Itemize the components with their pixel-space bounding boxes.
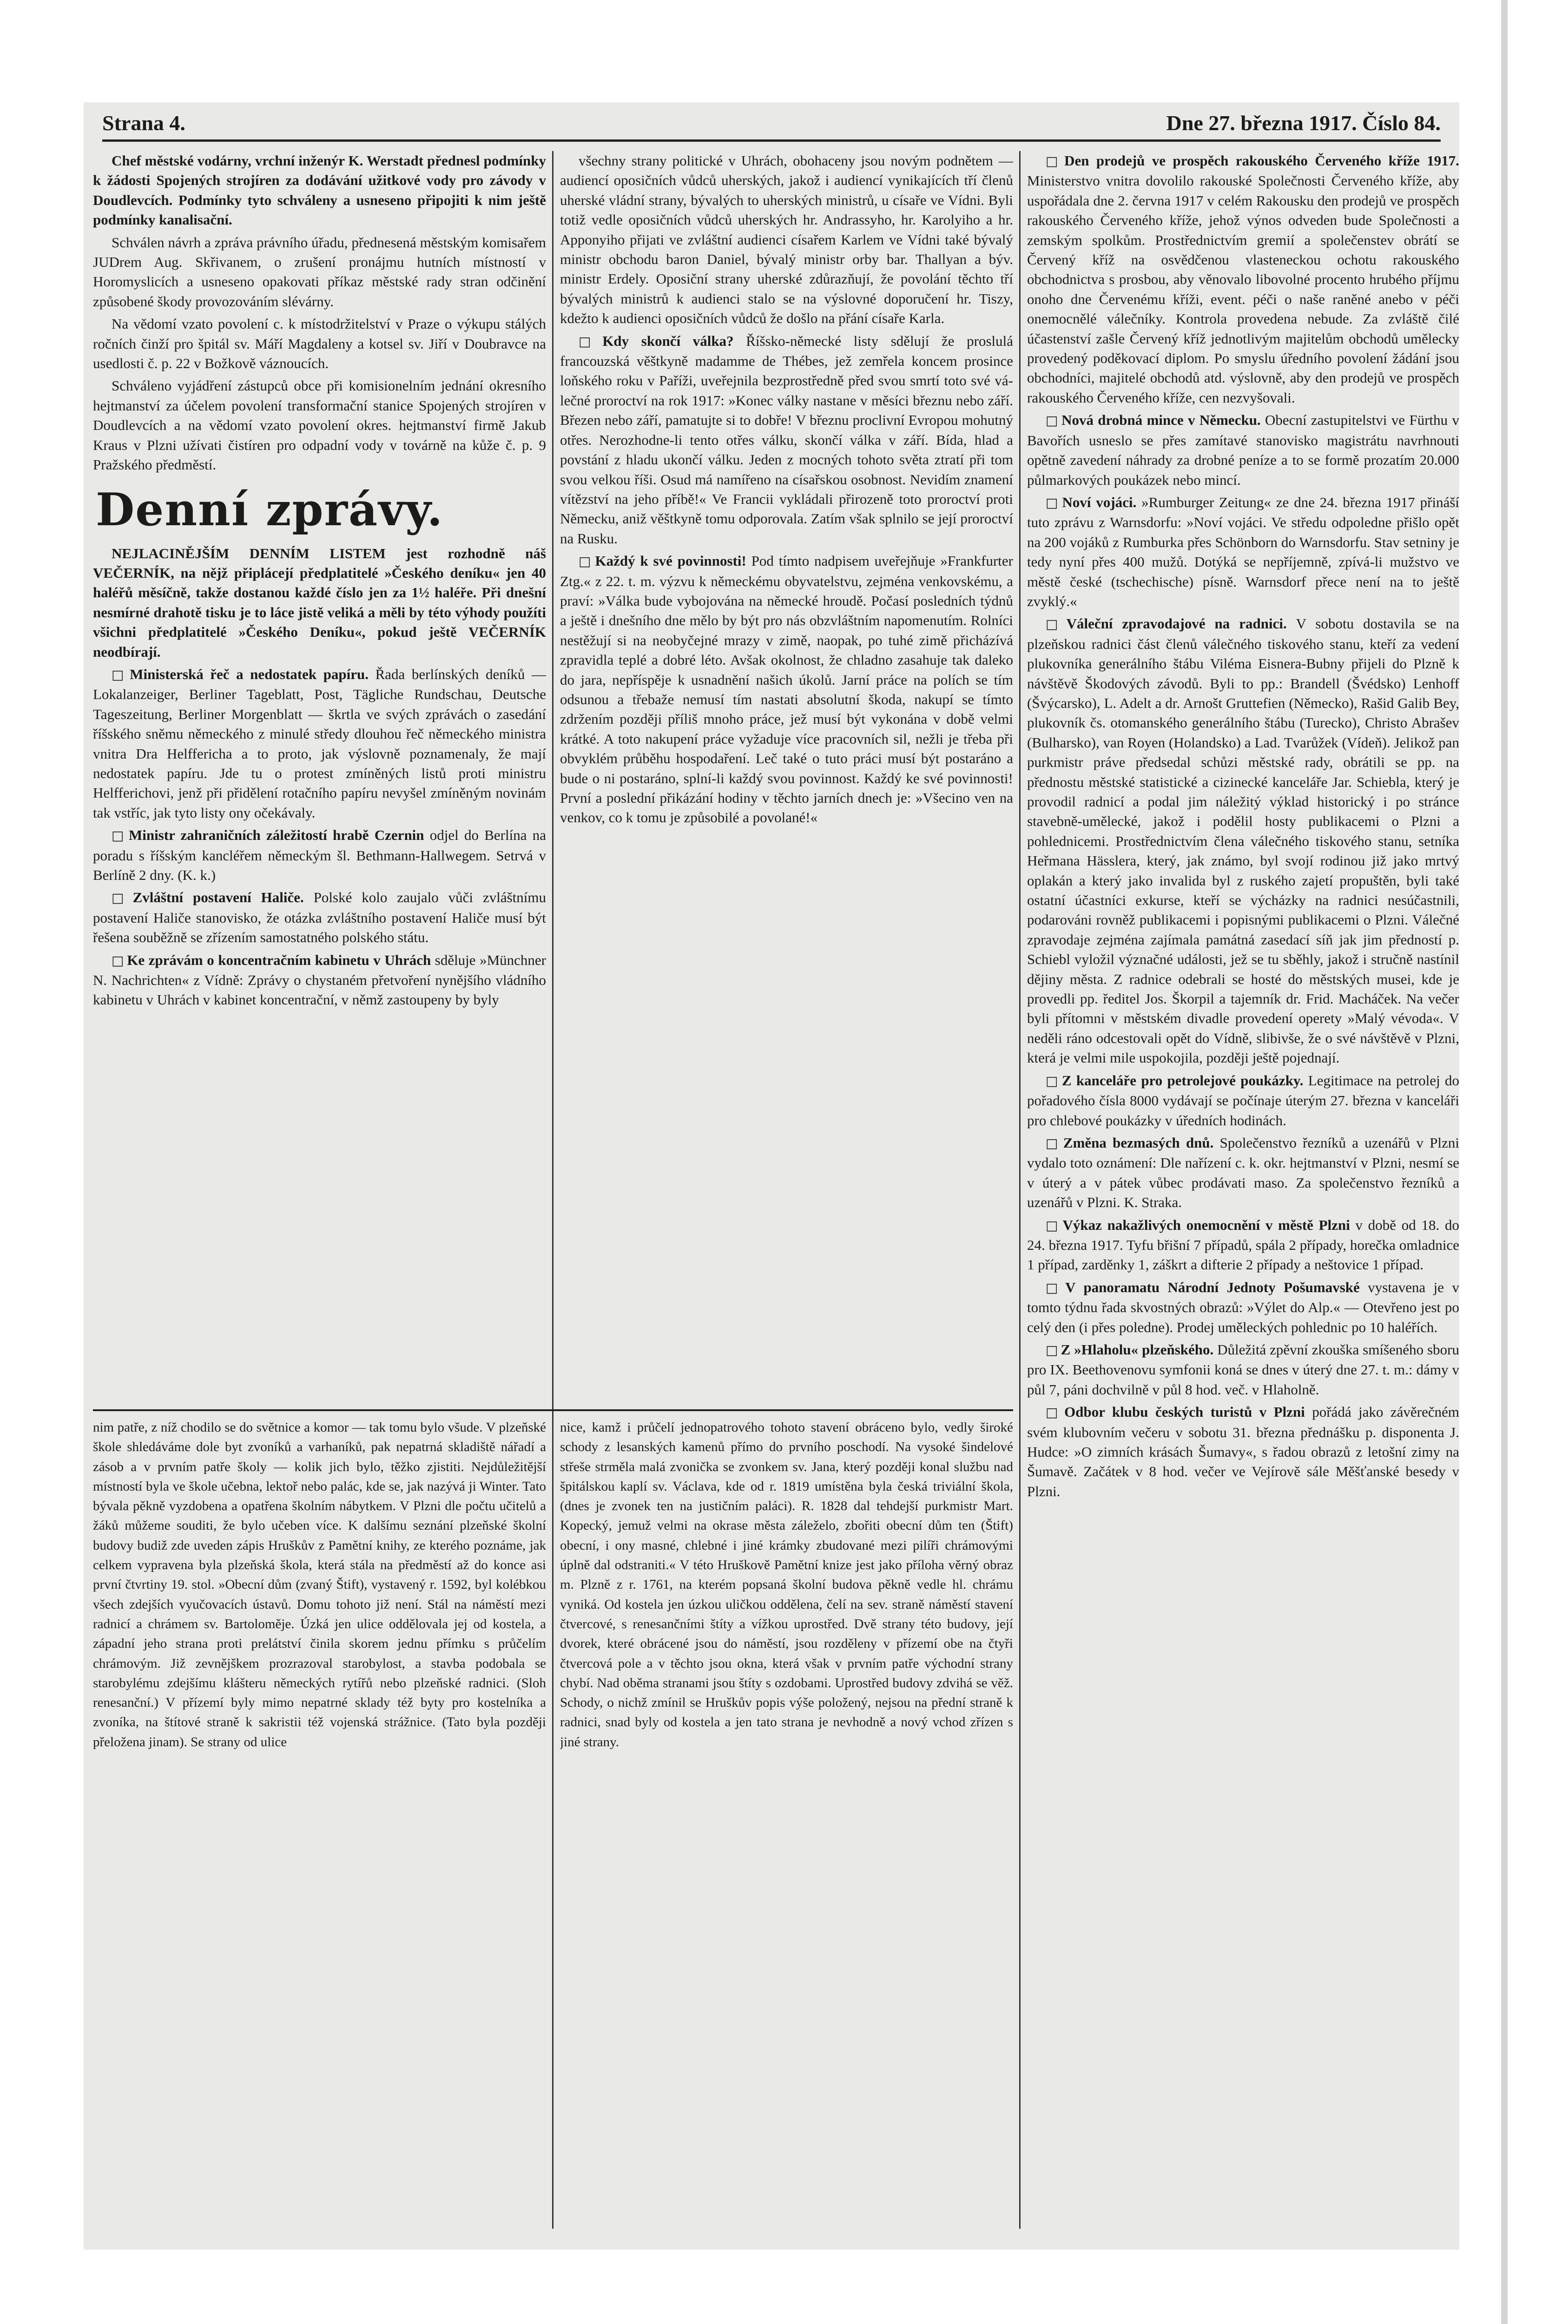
article-headline: Změna bezmasých dnů. (1063, 1134, 1220, 1151)
article-marker-icon: □ (1046, 1405, 1062, 1420)
article-headline: Den prodejů ve prospěch rakouského Červeného kříže 1917. (1064, 152, 1459, 169)
article-marker-icon: □ (1046, 1135, 1061, 1151)
article-body: Ministerstvo vnitra dovolilo rakouské Společnosti Červeného kříže, aby uspořádala dne 2. června 1917 v celém Rakousku den prodejů ve prospěch rakouského Červeného kříže, jehož výnos odveden bude Společnosti a zemským spolkům. Prostřednictvím gremií a společenstev obrátí se Červený kříž na osvědčenou vlasteneckou ochotu rakouského obchodnictva s prosbou, aby věnovalo libovolné procento hrubého příjmu onoho dne Červenému kříži, event. péči o naše raněné anebo v péči onemocnělé válečníky. Kontrola provedena nebude. Za zvláště čilé účastenství zašle Červený kříž jednotlivým majitelům obchodů umělecky provedený poděkovací diplom. Po smyslu úředního povolení žádání jsou obchodníci, majitelé obchodů atd. výslovně, aby den prodejů ve prospěch rakouského Červeného kříže, cen nezvyšovali. (1027, 172, 1459, 406)
article-headline: Odbor klubu českých turistů v Plzni (1064, 1404, 1312, 1420)
article-paragraph (93, 665, 546, 823)
article-headline: Ministerská řeč a nedostatek papíru. (130, 666, 376, 682)
article-paragraph (93, 544, 546, 662)
column-3 (1027, 151, 1459, 2233)
feuilleton-right (560, 1418, 1013, 2231)
issue-date: Dne 27. března 1917. Číslo 84. (1166, 111, 1441, 135)
page-number: Strana 4. (102, 111, 185, 135)
feuilleton-text: nice, kamž i průčelí jednopatrového tohoto stavení obráceno bylo, vedly široké schody z lesanských kamenů přímo do prvního poschodí. Na vysoké šindelové střeše strměla malá zvonička se zvonkem sv. Jana, který později konal službu nad špitálskou kaplí sv. Václava, kde od r. 1819 umístěna byla česká triviální škola, (dnes je zvonek ten na justičním paláci). R. 1828 dal tehdejší purkmistr Mart. Kopecký, jemuž velmi na okrase města záleželo, zbořiti obecní dům ten (Štift) obecní, i ony masné, chlebné i jiné krámky zbudované mezi pilíři chrámovými úplně dal odstraniti.« V této Hruškově Pamětní knize jest jako příloha věrný obraz m. Plzně z r. 1761, na kterém popsaná školní budova pěkně vedle hl. chrámu vyniká. Od kostela jen úzkou uličkou oddělena, čelí na sev. straně náměstí stavení čtvercové, s renesančními štíty a vížkou uprostřed. Dvě strany této budovy, její dvorek, které obrácené jsou do náměstí, jsou rozděleny v přízemí obe na čtyři čtvercová pole a v těchto jsou okna, která však v prvním patře východní strany chybí. Nad oběma stranami jsou štíty s ozdobami. Uprostřed budovy zdvihá se věž. Schody, o nichž zmínil se Hruškův popis výše položený, nejsou na přední straně k radnici, snad byly od kostela a jen tato strana je nevhodně a nový vchod zřízen s jiné strany. (560, 1420, 1013, 1750)
feuilleton-text: nim patře, z níž chodilo se do světnice a komor — tak tomu bylo všude. V plzeňské škole shledáváme dole byt zvoníků a varhaníků, pak nepatrná skladiště nářadí a zásob a v prvním patře školy — kolik jich bylo, těžko zjistiti. Nejdůležitější místností byla ve škole učebna, lektoř nebo palác, kde se, jak nazývá ji Winter. Tato bývala pěkně vyzdobena a opatřena školním nábytkem. V Plzni dle počtu učitelů a žáků můžeme souditi, že bylo učeben více. K dalšímu seznání plzeňské školní budovy budiž zde uveden zápis Hruškův z Pamětní knihy, ze kterého poznáme, jak celkem vypravena byla plzeňská škola, která stála na předměstí až do konce asi první čtvrtiny 19. stol. »Obecní dům (zvaný Štift), vystavený r. 1592, byl kolébkou všech zdejších vyučovacích ústavů. Domu tohoto již není. Stál na náměstí mezi radnicí a chrámem sv. Bartoloměje. Úzká jen ulice oddělovala jej od kostela, a západní jeho strana proti prelátství činila skorem jednu přímku s průčelím chrámovým. Již zevnějškem prozrazoval starobylost, a stavba podobala se starobylému zdejšímu klášteru německých rytířů nebo plzeňské radnici. (Sloh renesanční.) V přízemí byly mimo nepatrné sklady též byty pro kostelníka a zvoníka, na štítové straně k sakristii též vojenská strážnice. (Tato byla později přeložena jinam). Se strany od ulice (93, 1420, 546, 1750)
article-marker-icon: □ (1046, 1073, 1059, 1089)
article-paragraph (1027, 1402, 1459, 1501)
article-marker-icon: □ (1046, 495, 1060, 510)
article-headline: Kdy skončí válka? (602, 332, 746, 349)
article-paragraph (560, 551, 1013, 828)
article-body: NEJLACINĚJŠÍM DENNÍM LISTEM jest rozhodně náš VEČERNÍK, na nějž připlácejí předplatitelé »Českého deníku« jen 40 haléřů měsíčně, takže dostanou každé číslo jen za 1½ haléře. Při dnešní nesmírné drahotě tisku je to láce jistě veliká a měli by této výhody použíti všichni předplatitelé »Českého Deníku«, pokud ještě VEČERNÍK neodbírají. (93, 545, 546, 660)
article-marker-icon: □ (579, 333, 600, 349)
article-body: Schválen návrh a zpráva právního úřadu, přednesená městským komisařem JUDrem Aug. Skřivanem, o zrušení pronájmu hutních místností v Horomyslicích a usneseno opakovati příkaz městské rady stran odčinění způsobené škody provozováním slévárny. (93, 234, 546, 310)
article-body: V sobotu dostavila se na plzeňskou radnici část členů válečného tiskového stanu, kteří za vedení plukovníka generálního štábu Viléma Eisnera-Bubny přijeli do Plzně k návštěvě Škodových závodů. Byli to pp.: Brandell (Švédsko) Lenhoff (Švýcarsko), L. Adelt a dr. Arnošt Gruttefien (Německo), Rašid Galib Bey, plukovník čs. otomanského generálního štábu (Turecko), Christo Abrašev (Bulharsko), van Royen (Holandsko) a Lad. Tvarůžek (Vídeň). Jelikož pan purkmistr práve předsedal schůzi městské rady, obrátili se pp. na přednostu městské statistické a cizinecké kanceláře Jar. Schiebla, který je provodil radnicí a podal jim náležitý výklad historický i po stránce stavebně-umělecké, jakož i podělil hosty publikacemi o Plzni a pohlednicemi. Prostřednictvím člena válečného tiskového stanu, setníka Heřmana Hässlera, který, jak známo, byl svojí rodinou již jako mrtvý oplakán a který jako invalida byl z ruského zajetí propuštěn, byli také ostatní účastníci exkurse, kteří se výcházky na radnici nesúčastnili, podarováni rovněž publikacemi i popisnými publikacemi o Plzni. Válečné zpravodaje zejména zajímala památná zasedací síň jak jim předností p. Schiebl vyložil význačné události, jež se tu sběhly, jakož i stručně nastínil dějiny města. Z radnice odebrali se hosté do městských musei, kde je provedli pp. ředitel Jos. Škorpil a tajemník dr. Frid. Macháček. Na večer byli přítomni v městském divadle provedení operety »Malý vévoda«. V neděli ráno odcestovali opět do Vídně, slibivše, že o své návštěvě v Plzni, která je velmi mile uspokojila, později ještě pojednají. (1027, 615, 1459, 1066)
section-masthead: Denní zprávy. (96, 483, 444, 536)
article-body: Společenstvo řezníků a uzenářů v Plzni vydalo toto oznámení: Dle nařízení c. k. okr. hejtmanství v Plzni, nesmí se v úterý a v pátek vůbec prodávati maso. Za společenstvo řezníků a uzenářů v Plzni. K. Straka. (1027, 1134, 1459, 1211)
feuilleton-left (93, 1418, 546, 2231)
article-marker-icon: □ (112, 828, 126, 844)
article-marker-icon: □ (579, 554, 593, 569)
article-paragraph (93, 825, 546, 885)
article-marker-icon: □ (112, 667, 127, 682)
article-body: vystavena je v tomto týdnu řada skvostných obrazů: »Výlet do Alp.« — Otevřeno jest po celý den (i přes poledne). Prodej uměleckých pohlednic po 10 haléřích. (1027, 1279, 1459, 1335)
article-headline: Nová drobná mince v Německu. (1061, 412, 1265, 429)
column-1 (93, 151, 546, 1404)
page-edge (1501, 0, 1508, 2324)
article-body: »Rumburger Zeitung« ze dne 24. března 1917 přináší tuto zprávu z Warnsdorfu: »Noví vojáci. Ve středu odpoledne přišlo opět na 200 vojáků z Rumburka přes Schönborn do Warnsdorfu. Stav setniny je tedy nyní přes 400 mužů. Dotýká se nepříjemně, zpívá-li mužstvo ve městě české (tschechische) písně. Warnsdorf přece není na to ještě zvyklý.« (1027, 494, 1459, 609)
article-marker-icon: □ (1046, 616, 1064, 632)
article-paragraph (560, 331, 1013, 548)
local-news (1027, 151, 1459, 1501)
article-headline: V panoramatu Národní Jednoty Pošumavské (1065, 1279, 1368, 1295)
article-marker-icon: □ (1046, 1280, 1063, 1295)
article-marker-icon: □ (112, 890, 130, 906)
column-rule-1 (552, 151, 553, 2229)
article-body: Schváleno vyjádření zástupců obce při komisionelním jednání okresního hejtmanství za účelem povolení transformační stanice Spojených strojíren v Doudlevcích a na vědomí vzato povolení okres. hejtmanství firmě Jakub Kraus v Plzni užívati čistíren pro odpadní vody v továrně na kůže č. p. 9 Pražského předměstí. (93, 377, 546, 473)
article-paragraph (1027, 1278, 1459, 1337)
article-headline: Ke zprávám o koncentračním kabinetu v Uhrách (127, 951, 435, 968)
article-marker-icon: □ (1046, 413, 1059, 429)
article-paragraph (1027, 1340, 1459, 1400)
article-body: Důležitá zpěvní zkouška smíšeného sboru pro IX. Beethovenovu symfonii koná se dnes v úterý dne 27. t. m.: dámy v půl 7, páni dochvilně v půl 8 hod. več. v Hlaholně. (1027, 1341, 1459, 1398)
article-paragraph (1027, 1133, 1459, 1213)
daily-news (93, 544, 546, 1010)
council-reports (93, 151, 546, 475)
article-body: sděluje »Münchner N. Nachrichten« z Vídně: Zprávy o chystaném přetvoření nynějšího vládního kabinetu v Uhrách v kabinet koncentrační, v němž zastoupeny by byly (93, 951, 546, 1008)
newspaper-page (84, 102, 1459, 2250)
article-headline: Ministr zahraničních záležitostí hrabě Czernin (128, 827, 430, 844)
article-headline: Z »Hlaholu« plzeňského. (1061, 1341, 1218, 1358)
daily-news-continued (560, 151, 1013, 828)
article-body: Pod tímto nadpisem uveřejňuje »Frankfurter Ztg.« z 22. t. m. výzvu k německému obyvatelstvu, zejména venkovskému, a praví: »Válka bude vybojována na německé hroudě. Počasí posledních týdnů a ještě i dnešního dne mělo by být pro nás obzvláštním napomenutím. Rolníci nestěžují si na neobyčejné mrazy v zimě, naopak, po tuhé zimě přicházívá zpravidla teplé a dobré léto. Avšak okolnost, že chladno zasahuje tak daleko do jara, nepříspěje k usnadnění našich úkolů. Jarní práce na polích se tím odsunou a třebaže nemusí tím nastati absolutní škoda, nakupí se tímto zdržením později příliš mnoho práce, jež musí být vykonána v době velmi krátké. A toto nakupení práce vyžaduje více pracovních sil, nežli je třeba při obvyklém průběhu hospodaření. Leč také o tuto práci musí být postaráno a bude o ni postaráno, splní-li každý svou povinnost. Každý ke své povinnosti! První a poslední přikázání hodiny v těchto jarních dnech je: »Všecino ven na venkov, co k tomu je způsobilé a povolané!« (560, 553, 1013, 826)
article-body: Chef městské vodárny, vrchní inženýr K. Werstadt přednesl podmínky k žádosti Spojených strojíren za dodávání užitkové vody pro závody v Doudlevcích. Podmínky tyto schváleny a usneseno připojiti k nim ještě podmínky kanalisační. (93, 152, 546, 228)
article-paragraph (1027, 410, 1459, 490)
article-marker-icon: □ (1046, 1217, 1060, 1233)
article-paragraph (93, 888, 546, 947)
article-paragraph (1027, 614, 1459, 1068)
article-paragraph (1027, 493, 1459, 611)
article-headline: Z kanceláře pro petrolejové poukázky. (1061, 1072, 1308, 1089)
article-paragraph (1027, 151, 1459, 408)
article-body: Polské kolo zaujalo vůči zvláštnímu postavení Haliče stanovisko, že otázka zvláštního postavení Haliče musí být řešena souběžně se zřízením samostatného polského státu. (93, 889, 546, 946)
article-body: pořádá jako závěrečném svém klubovním večeru v sobotu 31. března přednášku p. disponenta J. Hudce: »O zimních krásách Šumavy«, s řadou obrazů z letošní zimy na Šumavě. Začátek v 8 hod. večer ve Vejírově sále Měšťanské besedy v Plzni. (1027, 1404, 1459, 1499)
article-marker-icon: □ (1046, 153, 1062, 169)
article-body: Říšsko-německé listy sdělují že proslulá francouzská věštkyně madamme de Thébes, jež zemřela koncem prosince loňského roku v Paříži, uveřejnila bezprostředně před svou smrtí toto své válečné proroctví na rok 1917: »Konec války nastane v měsíci březnu nebo září. Březen nebo září, pamatujte si to dobře! V březnu proclivní Evropou mohutný otřes. Nerozhodne-li tento otřes válku, skončí válka v září. Bída, hlad a povstání z hladu ukončí válku. Jeden z mocných tohoto světa ztratí při tom svou velkou říši. Osud má namířeno na císařskou osobnost. Nevidím znamení vítězství na jeho příbě!« Ve Francii vykládali přirozeně toto proroctví proti Německu, aniž věštkyně tomu odporovala. Zatím však splnilo se její proroctví na Rusku. (560, 332, 1013, 547)
article-headline: Každý k své povinnosti! (595, 553, 751, 569)
column-2 (560, 151, 1013, 1404)
column-rule-2 (1019, 151, 1021, 2229)
article-headline: Noví vojáci. (1062, 494, 1142, 510)
article-paragraph (1027, 1071, 1459, 1130)
article-paragraph (93, 376, 546, 475)
article-marker-icon: □ (112, 952, 125, 968)
article-paragraph (560, 151, 1013, 329)
article-body: odjel do Berlína na poradu s říšským kancléřem německým šl. Bethmann-Hallwegem. Setrvá v Berlíně 2 dny. (K. k.) (93, 827, 546, 883)
article-headline: Váleční zpravodajové na radnici. (1066, 615, 1296, 632)
page-header (102, 107, 1441, 142)
article-body: všechny strany politické v Uhrách, obohaceny jsou novým podnětem — audiencí oposičních vůdců uherských, jakož i audiencí vynikajících tří členů uherské vládní strany, bývalých to uherských ministrů, u císaře ve Vídni. Byli totiž vedle oposičních vůdců uherských hr. Andrassyho, hr. Karolyiho a hr. Apponyiho přijati ve zvláštní audienci císařem Karlem ve Vídni také bývalý ministr obchodu baron Daniel, bývalý ministr orby bar. Thallyan a býv. ministr Erdely. Oposiční strany uherské zdůrazňují, že povolání těchto tří bývalých ministrů k audienci stalo se na výslovné doporučení hr. Tiszy, kdežto k audienci oposičních vůdců že došlo na přání císaře Karla. (560, 152, 1013, 327)
article-body: Řada berlínských deníků — Lokalanzeiger, Berliner Tageblatt, Post, Tägliche Rundschau, Deutsche Tageszeitung, Berliner Morgenblatt — škrtla ve svých zprávách o zasedání říšského sněmu německého z minulé středy dlouhou řeč německého ministra vnitra Dra Helffericha a to proto, jak výslovně poznamenaly, že mají nedostatek papíru. Jde tu o protest zmíněných listů proti ministru Helfferichovi, jenž při přidělení rotačního papíru nevyšel zmíněným novinám tak vstříc, jak tyto listy ony očekávaly. (93, 666, 546, 821)
article-body: v době od 18. do 24. března 1917. Tyfu břišní 7 případů, spála 2 případy, horečka omladnice 1 případ, zarděnky 1, záškrt a difterie 2 případy a neštovice 1 případ. (1027, 1216, 1459, 1273)
article-body: Obecní zastupitelstvi ve Fürthu v Bavořích usneslo se přes zamítavé stanovisko magistrátu navrhnouti opětně zavedení náhrady za drobné peníze a to se formě prozatím 20.000 půlmarkových poukázek nebo mincí. (1027, 412, 1459, 488)
article-body: Na vědomí vzato povolení c. k místodržitelství v Praze o výkupu stálých ročních činží pro špitál sv. Máří Magdaleny a kotsel sv. Jiří v Doubravce na usedlosti č. p. 22 v Božkově váznoucích. (93, 316, 546, 372)
section-divider (93, 1409, 1013, 1411)
article-paragraph (1027, 1215, 1459, 1275)
article-headline: Výkaz nakažlivých onemocnění v městě Plzni (1062, 1216, 1356, 1233)
article-paragraph (93, 951, 546, 1010)
article-paragraph (93, 314, 546, 373)
article-paragraph (93, 151, 546, 230)
article-headline: Zvláštní postavení Haliče. (132, 889, 314, 906)
article-marker-icon: □ (1046, 1342, 1058, 1358)
article-paragraph (93, 233, 546, 312)
article-body: Legitimace na petrolej do pořadového čísla 8000 vydávají se počínaje úterým 27. března v kanceláři pro chlebové poukázky v úředních hodinách. (1027, 1072, 1459, 1129)
